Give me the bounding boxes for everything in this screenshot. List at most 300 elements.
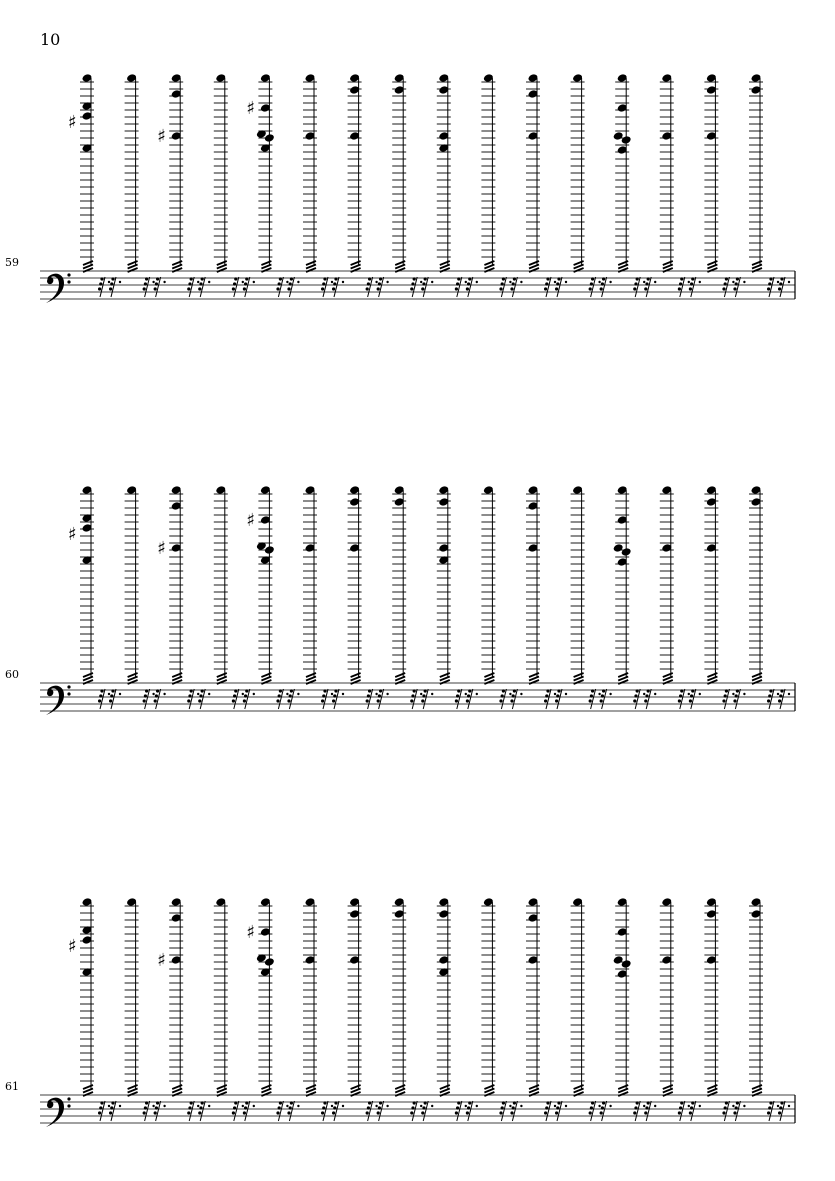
rest-icon	[767, 1101, 779, 1121]
chord	[571, 897, 612, 1121]
rest-flag	[232, 699, 235, 702]
sharp-icon: ♯	[246, 510, 256, 531]
rest-flag	[690, 1106, 693, 1109]
rest-flag	[143, 287, 146, 290]
rest-dot	[643, 1105, 645, 1107]
rest-flag	[290, 689, 293, 692]
rest-icon	[455, 277, 467, 297]
chord	[125, 73, 166, 297]
rest-icon	[600, 277, 612, 297]
rest-icon	[287, 689, 299, 709]
rest-flag	[377, 1111, 380, 1114]
rest-dot	[699, 1105, 701, 1107]
rest-flag	[556, 694, 559, 697]
rest-dot	[520, 281, 522, 283]
music-system-59	[0, 0, 835, 340]
rest-flag	[244, 282, 247, 285]
rest-flag	[333, 694, 336, 697]
rest-icon	[187, 277, 199, 297]
rest-flag	[736, 689, 739, 692]
rest-icon	[232, 277, 244, 297]
rest-flag	[422, 1106, 425, 1109]
rest-flag	[769, 277, 772, 280]
rest-icon	[722, 689, 734, 709]
rest-flag	[201, 277, 204, 280]
rest-icon	[589, 277, 601, 297]
rest-icon	[410, 689, 422, 709]
rest-icon	[154, 277, 166, 297]
rest-flag	[691, 1101, 694, 1104]
rest-dot	[777, 693, 779, 695]
rest-flag	[590, 282, 593, 285]
chord	[157, 485, 210, 709]
rest-icon	[232, 689, 244, 709]
rest-icon	[187, 1101, 199, 1121]
rest-flag	[379, 1101, 382, 1104]
rest-dot	[688, 281, 690, 283]
note-head	[621, 547, 632, 557]
rest-icon	[678, 277, 690, 297]
chord	[437, 73, 478, 297]
rest-icon	[544, 1101, 556, 1121]
rest-flag	[778, 287, 781, 290]
rest-dot	[688, 693, 690, 695]
rest-flag	[679, 1106, 682, 1109]
rest-dot	[375, 693, 377, 695]
rest-flag	[557, 1101, 560, 1104]
rest-flag	[155, 694, 158, 697]
rest-flag	[645, 282, 648, 285]
chord	[392, 73, 433, 297]
rest-flag	[780, 1101, 783, 1104]
page-number: 10	[40, 30, 61, 49]
rest-flag	[678, 287, 681, 290]
rest-icon	[143, 277, 155, 297]
rest-flag	[589, 287, 592, 290]
rest-icon	[421, 1101, 433, 1121]
rest-flag	[455, 287, 458, 290]
rest-icon	[499, 277, 511, 297]
rest-icon	[600, 689, 612, 709]
rest-flag	[602, 1101, 605, 1104]
rest-flag	[377, 287, 380, 290]
rest-dot	[286, 693, 288, 695]
rest-icon	[678, 1101, 690, 1121]
rest-dot	[643, 281, 645, 283]
rest-flag	[98, 699, 101, 702]
rest-icon	[287, 1101, 299, 1121]
rest-dot	[297, 281, 299, 283]
rest-icon	[689, 277, 701, 297]
rest-icon	[544, 689, 556, 709]
rest-icon	[510, 1101, 522, 1121]
rest-flag	[466, 1111, 469, 1114]
rest-flag	[199, 1106, 202, 1109]
rest-flag	[556, 282, 559, 285]
rest-dot	[208, 693, 210, 695]
rest-dot	[108, 693, 110, 695]
rest-dot	[476, 1105, 478, 1107]
bass-clef-dot-lower	[67, 280, 70, 283]
rest-dot	[743, 1105, 745, 1107]
rest-flag	[323, 1101, 326, 1104]
chord	[526, 485, 567, 709]
rest-icon	[276, 689, 288, 709]
rest-flag	[413, 1101, 416, 1104]
rest-flag	[332, 1111, 335, 1114]
rest-icon	[633, 277, 645, 297]
rest-flag	[187, 699, 190, 702]
rest-flag	[735, 694, 738, 697]
rest-flag	[276, 699, 279, 702]
rest-flag	[691, 277, 694, 280]
rest-dot	[386, 693, 388, 695]
rest-flag	[98, 1111, 101, 1114]
rest-flag	[468, 1101, 471, 1104]
rest-icon	[722, 1101, 734, 1121]
rest-flag	[421, 699, 424, 702]
rest-flag	[278, 1106, 281, 1109]
rest-icon	[600, 1101, 612, 1121]
rest-flag	[109, 699, 112, 702]
rest-dot	[108, 1105, 110, 1107]
rest-dot	[342, 1105, 344, 1107]
rest-dot	[654, 1105, 656, 1107]
rest-icon	[321, 689, 333, 709]
rest-icon	[154, 689, 166, 709]
rest-icon	[377, 1101, 389, 1121]
rest-flag	[155, 282, 158, 285]
chord	[437, 485, 478, 709]
rest-flag	[545, 282, 548, 285]
rest-flag	[502, 277, 505, 280]
rest-flag	[468, 277, 471, 280]
rest-flag	[366, 699, 369, 702]
music-system-60	[0, 412, 835, 752]
rest-icon	[510, 689, 522, 709]
rest-flag	[555, 699, 558, 702]
rest-icon	[243, 689, 255, 709]
rest-icon	[644, 1101, 656, 1121]
rest-dot	[732, 693, 734, 695]
rest-flag	[602, 689, 605, 692]
rest-flag	[145, 277, 148, 280]
rest-flag	[378, 694, 381, 697]
rest-flag	[188, 694, 191, 697]
rest-dot	[297, 693, 299, 695]
rest-dot	[119, 1105, 121, 1107]
rest-flag	[544, 1111, 547, 1114]
note-head	[621, 135, 632, 145]
rest-icon	[555, 1101, 567, 1121]
rest-flag	[422, 282, 425, 285]
rest-dot	[598, 1105, 600, 1107]
chord	[437, 897, 478, 1121]
rest-icon	[154, 1101, 166, 1121]
rest-flag	[422, 694, 425, 697]
rest-dot	[431, 281, 433, 283]
rest-flag	[647, 1101, 650, 1104]
rest-icon	[98, 1101, 110, 1121]
rest-icon	[143, 689, 155, 709]
rest-flag	[647, 689, 650, 692]
rest-flag	[545, 1106, 548, 1109]
rest-flag	[512, 1106, 515, 1109]
rest-dot	[609, 281, 611, 283]
rest-dot	[598, 281, 600, 283]
rest-flag	[156, 277, 159, 280]
rest-flag	[411, 694, 414, 697]
rest-dot	[777, 1105, 779, 1107]
rest-flag	[778, 699, 781, 702]
rest-flag	[636, 277, 639, 280]
rest-flag	[366, 287, 369, 290]
rest-icon	[287, 277, 299, 297]
rest-flag	[234, 1101, 237, 1104]
rest-flag	[100, 1101, 103, 1104]
rest-icon	[377, 689, 389, 709]
rest-dot	[565, 281, 567, 283]
rest-flag	[778, 1111, 781, 1114]
rest-flag	[201, 1101, 204, 1104]
rest-flag	[725, 277, 728, 280]
chord	[392, 897, 433, 1121]
rest-dot	[509, 1105, 511, 1107]
rest-dot	[286, 281, 288, 283]
rest-flag	[680, 1101, 683, 1104]
rest-icon	[767, 277, 779, 297]
rest-flag	[512, 282, 515, 285]
sharp-icon: ♯	[157, 126, 166, 147]
rest-flag	[633, 699, 636, 702]
rest-flag	[502, 689, 505, 692]
rest-flag	[457, 277, 460, 280]
rest-flag	[679, 694, 682, 697]
rest-flag	[556, 1106, 559, 1109]
rest-icon	[109, 1101, 121, 1121]
rest-flag	[201, 689, 204, 692]
rest-icon	[366, 1101, 378, 1121]
rest-dot	[465, 1105, 467, 1107]
chord	[246, 485, 299, 709]
rest-dot	[743, 281, 745, 283]
rest-flag	[144, 282, 147, 285]
rest-icon	[143, 1101, 155, 1121]
rest-dot	[163, 693, 165, 695]
rest-dot	[554, 281, 556, 283]
rest-flag	[544, 699, 547, 702]
rest-dot	[509, 281, 511, 283]
rest-dot	[253, 693, 255, 695]
rest-flag	[243, 287, 246, 290]
rest-flag	[779, 282, 782, 285]
rest-flag	[591, 689, 594, 692]
rest-dot	[788, 281, 790, 283]
rest-dot	[197, 693, 199, 695]
chord	[749, 897, 790, 1121]
rest-flag	[368, 277, 371, 280]
rest-icon	[276, 277, 288, 297]
rest-flag	[689, 699, 692, 702]
rest-dot	[431, 1105, 433, 1107]
rest-dot	[331, 1105, 333, 1107]
rest-icon	[377, 277, 389, 297]
rest-dot	[598, 693, 600, 695]
rest-icon	[499, 689, 511, 709]
chord	[571, 485, 612, 709]
rest-icon	[510, 277, 522, 297]
rest-flag	[410, 287, 413, 290]
note-head	[621, 959, 632, 969]
rest-flag	[680, 689, 683, 692]
staff	[40, 897, 795, 1127]
rest-flag	[322, 1106, 325, 1109]
rest-dot	[520, 693, 522, 695]
rest-flag	[145, 689, 148, 692]
rest-flag	[321, 699, 324, 702]
rest-flag	[501, 1106, 504, 1109]
rest-flag	[590, 694, 593, 697]
rest-flag	[279, 1101, 282, 1104]
rest-flag	[233, 282, 236, 285]
rest-flag	[502, 1101, 505, 1104]
rest-flag	[722, 1111, 725, 1114]
rest-dot	[242, 281, 244, 283]
rest-flag	[768, 694, 771, 697]
rest-flag	[633, 1111, 636, 1114]
rest-dot	[788, 1105, 790, 1107]
rest-flag	[377, 699, 380, 702]
rest-flag	[144, 1106, 147, 1109]
rest-flag	[410, 699, 413, 702]
rest-flag	[287, 287, 290, 290]
rest-flag	[513, 689, 516, 692]
rest-flag	[143, 699, 146, 702]
rest-flag	[644, 1111, 647, 1114]
rest-dot	[420, 281, 422, 283]
rest-flag	[334, 1101, 337, 1104]
rest-flag	[689, 1111, 692, 1114]
chord	[749, 73, 790, 297]
rest-flag	[332, 699, 335, 702]
rest-flag	[591, 277, 594, 280]
rest-icon	[332, 1101, 344, 1121]
rest-icon	[767, 689, 779, 709]
rest-flag	[233, 694, 236, 697]
rest-flag	[190, 277, 193, 280]
rest-flag	[501, 282, 504, 285]
rest-flag	[733, 1111, 736, 1114]
rest-icon	[633, 689, 645, 709]
chord	[246, 73, 299, 297]
rest-flag	[100, 277, 103, 280]
rest-flag	[590, 1106, 593, 1109]
rest-dot	[609, 693, 611, 695]
rest-flag	[278, 282, 281, 285]
chord	[704, 73, 745, 297]
rest-flag	[367, 694, 370, 697]
rest-dot	[699, 693, 701, 695]
rest-flag	[601, 1106, 604, 1109]
rest-flag	[198, 699, 201, 702]
rest-dot	[465, 693, 467, 695]
chord	[704, 897, 745, 1121]
rest-dot	[253, 281, 255, 283]
rest-dot	[654, 693, 656, 695]
rest-dot	[152, 693, 154, 695]
rest-flag	[634, 282, 637, 285]
rest-icon	[98, 277, 110, 297]
rest-icon	[589, 689, 601, 709]
rest-flag	[109, 1111, 112, 1114]
measure-number-61: 61	[5, 1080, 19, 1093]
rest-dot	[119, 693, 121, 695]
rest-flag	[768, 282, 771, 285]
rest-dot	[565, 1105, 567, 1107]
rest-flag	[767, 1111, 770, 1114]
chord	[348, 73, 389, 297]
rest-flag	[368, 1101, 371, 1104]
rest-icon	[778, 689, 790, 709]
rest-flag	[768, 1106, 771, 1109]
rest-icon	[321, 277, 333, 297]
rest-flag	[455, 699, 458, 702]
rest-dot	[197, 281, 199, 283]
chord	[749, 485, 790, 709]
chord	[157, 73, 210, 297]
rest-flag	[156, 1101, 159, 1104]
chord	[660, 485, 701, 709]
rest-flag	[634, 1106, 637, 1109]
rest-flag	[769, 1101, 772, 1104]
rest-dot	[654, 281, 656, 283]
rest-flag	[499, 699, 502, 702]
rest-flag	[680, 277, 683, 280]
rest-flag	[690, 694, 693, 697]
rest-flag	[512, 694, 515, 697]
rest-icon	[332, 689, 344, 709]
rest-flag	[691, 689, 694, 692]
rest-dot	[420, 1105, 422, 1107]
rest-flag	[499, 287, 502, 290]
rest-icon	[366, 689, 378, 709]
rest-icon	[589, 1101, 601, 1121]
rest-flag	[234, 277, 237, 280]
rest-dot	[119, 281, 121, 283]
rest-dot	[197, 1105, 199, 1107]
rest-flag	[510, 287, 513, 290]
sharp-icon: ♯	[68, 112, 77, 133]
rest-dot	[431, 693, 433, 695]
rest-flag	[289, 282, 292, 285]
rest-flag	[323, 689, 326, 692]
rest-flag	[143, 1111, 146, 1114]
rest-icon	[198, 277, 210, 297]
note-head	[613, 131, 624, 141]
chord	[613, 897, 657, 1121]
rest-flag	[156, 689, 159, 692]
chord	[157, 897, 210, 1121]
rest-dot	[375, 1105, 377, 1107]
rest-flag	[367, 282, 370, 285]
rest-flag	[410, 1111, 413, 1114]
rest-dot	[286, 1105, 288, 1107]
rest-dot	[152, 1105, 154, 1107]
chord	[348, 897, 389, 1121]
rest-flag	[466, 699, 469, 702]
rest-flag	[111, 277, 114, 280]
rest-flag	[456, 1106, 459, 1109]
